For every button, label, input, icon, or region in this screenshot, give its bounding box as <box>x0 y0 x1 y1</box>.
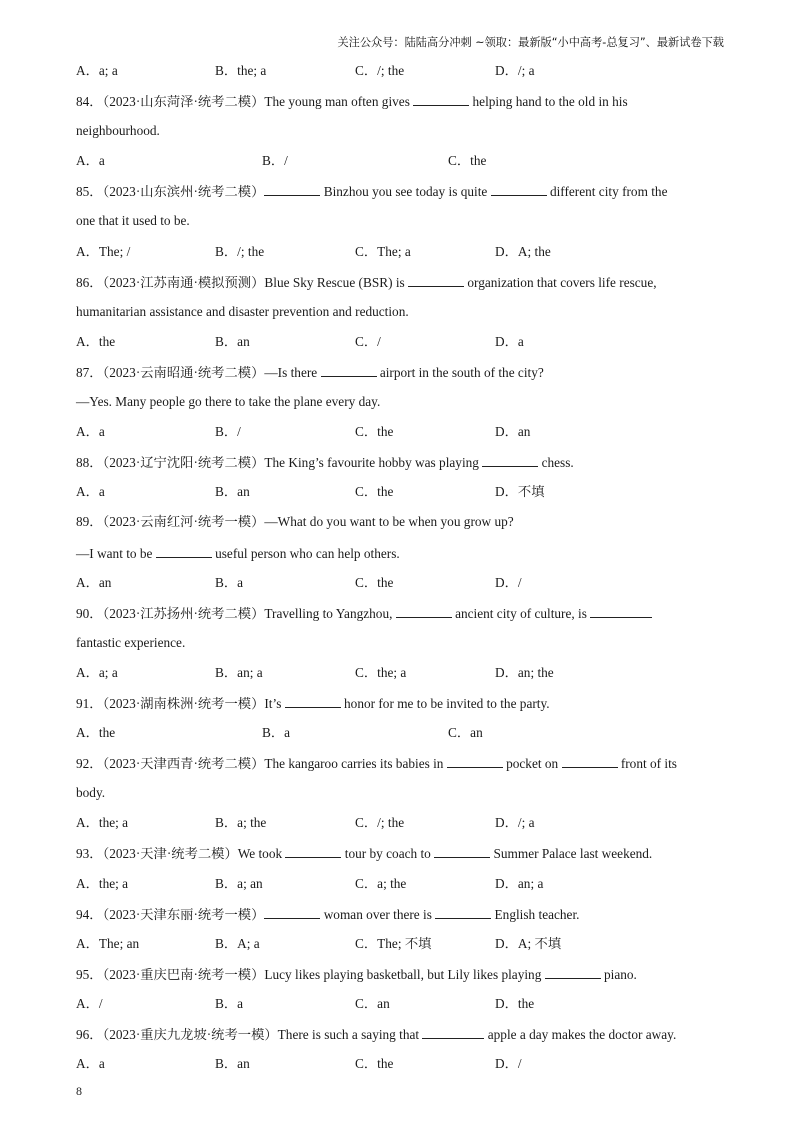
page-number: 8 <box>76 1084 82 1098</box>
option-c[interactable]: C．the <box>448 153 487 169</box>
option-d[interactable]: D．/ <box>495 1056 522 1072</box>
question-continuation: humanitarian assistance and disaster prevention and reduction. <box>76 303 409 319</box>
option-b[interactable]: B．a <box>215 574 244 590</box>
question-text: Summer Palace last weekend. <box>490 846 653 862</box>
question-92 <box>76 755 726 785</box>
option-b[interactable]: B．a; an <box>215 875 263 891</box>
option-b[interactable]: B．/; the <box>215 243 265 259</box>
question-number: 96． <box>76 1027 103 1042</box>
answer-blank[interactable] <box>396 605 452 618</box>
question-source: （2023·天津西青·统考二模） <box>102 756 265 772</box>
question-text: It’s <box>264 695 285 711</box>
option-a[interactable]: A．the; a <box>76 815 129 831</box>
options-row <box>76 334 726 364</box>
question-text: The kangaroo carries its babies in <box>264 756 447 772</box>
question-text: front of its <box>617 756 677 772</box>
options-row <box>76 63 726 93</box>
question-source: （2023·天津东丽·统考一模） <box>102 906 265 922</box>
question-93 <box>76 845 726 875</box>
question-text: We took <box>237 846 286 862</box>
answer-blank[interactable] <box>285 845 341 858</box>
question-source: （2023·山东菏泽·统考二模） <box>102 94 265 110</box>
question-source: （2023·天津·统考二模） <box>102 846 238 862</box>
options-row <box>76 876 726 906</box>
answer-blank[interactable] <box>422 1026 484 1039</box>
question-text: Binzhou you see today is quite <box>320 184 491 200</box>
option-c[interactable]: C．the <box>355 484 394 500</box>
options-row <box>76 244 726 274</box>
answer-blank[interactable] <box>408 274 464 287</box>
options-row <box>76 153 726 183</box>
option-a[interactable]: A．the <box>76 725 116 741</box>
question-text: tour by coach to <box>341 846 435 862</box>
question-text: ancient city of culture, is <box>451 605 591 621</box>
question-text: Blue Sky Rescue (BSR) is <box>264 274 409 290</box>
question-source: （2023·云南红河·统考一模） <box>102 514 265 530</box>
option-d[interactable]: D．A; 不填 <box>495 935 562 951</box>
question-number: 84． <box>76 94 103 110</box>
option-c[interactable]: C．the <box>355 574 394 590</box>
question-text: pocket on <box>502 756 562 772</box>
question-list <box>76 63 726 1086</box>
option-c[interactable]: C．an <box>355 995 390 1011</box>
option-d[interactable]: D．不填 <box>495 484 545 500</box>
question-number: 92． <box>76 756 103 772</box>
option-b[interactable]: B．a <box>215 995 244 1011</box>
option-b[interactable]: B．A; a <box>215 935 260 951</box>
question-source: （2023·辽宁沈阳·统考二模） <box>102 455 265 471</box>
option-b[interactable]: B．/ <box>262 153 288 169</box>
option-a[interactable]: A．a; a <box>76 664 118 680</box>
options-row <box>76 1056 726 1086</box>
options-row <box>76 424 726 454</box>
question-text: —What do you want to be when you grow up? <box>264 514 514 530</box>
question-94 <box>76 906 726 936</box>
question-text: useful person who can help others. <box>211 545 400 561</box>
option-d[interactable]: D．an; the <box>495 664 554 680</box>
answer-blank[interactable] <box>562 755 618 768</box>
option-c[interactable]: C．/; the <box>355 63 405 78</box>
question-text: English teacher. <box>491 906 580 922</box>
question-95 <box>76 966 726 996</box>
question-continuation <box>76 545 726 575</box>
question-84 <box>76 93 726 123</box>
question-text: airport in the south of the city? <box>376 364 544 380</box>
question-continuation: fantastic experience. <box>76 634 186 650</box>
option-a[interactable]: A．a <box>76 484 105 500</box>
question-91 <box>76 695 726 725</box>
option-b[interactable]: B．an <box>215 484 250 500</box>
option-a[interactable]: A．the; a <box>76 875 129 891</box>
option-c[interactable]: C．the <box>355 424 394 440</box>
question-source: （2023·山东滨州·统考二模） <box>102 184 265 200</box>
option-c[interactable]: C．an <box>448 725 483 741</box>
question-88 <box>76 454 726 484</box>
option-c[interactable]: C．The; 不填 <box>355 935 432 951</box>
answer-blank[interactable] <box>413 93 469 106</box>
options-row <box>76 665 726 695</box>
options-row <box>76 996 726 1026</box>
options-row <box>76 815 726 845</box>
question-text: There is such a saying that <box>277 1027 423 1042</box>
option-a[interactable]: A．The; / <box>76 243 131 259</box>
question-number: 87． <box>76 364 103 380</box>
question-number: 94． <box>76 906 103 922</box>
option-d[interactable]: D．an <box>495 424 531 440</box>
question-text: woman over there is <box>320 906 436 922</box>
option-b[interactable]: B．an <box>215 1056 250 1072</box>
question-text: —Is there <box>264 364 321 380</box>
question-text: The young man often gives <box>264 94 414 110</box>
option-b[interactable]: B．a; the <box>215 815 267 831</box>
answer-blank[interactable] <box>491 183 547 196</box>
question-number: 88． <box>76 455 103 471</box>
answer-blank[interactable] <box>321 364 377 377</box>
question-continuation: one that it used to be. <box>76 213 190 229</box>
question-number: 89． <box>76 514 103 530</box>
option-c[interactable]: C．/; the <box>355 815 405 831</box>
option-d[interactable]: D．an; a <box>495 875 544 891</box>
option-a[interactable]: A．a; a <box>76 63 118 78</box>
option-a[interactable]: A．the <box>76 333 116 349</box>
question-text: different city from the <box>546 184 668 200</box>
options-row <box>76 725 726 755</box>
answer-blank[interactable] <box>482 454 538 467</box>
question-text: chess. <box>538 455 574 471</box>
question-96 <box>76 1026 726 1056</box>
question-89 <box>76 514 726 544</box>
option-d[interactable]: D．a <box>495 333 524 349</box>
question-text: Lucy likes playing basketball, but Lily likes playing <box>264 966 545 982</box>
question-text: The King’s favourite hobby was playing <box>264 455 483 471</box>
option-b[interactable]: B．a <box>262 725 291 741</box>
option-a[interactable]: A．a <box>76 1056 105 1072</box>
answer-blank[interactable] <box>590 605 652 618</box>
answer-blank[interactable] <box>435 906 491 919</box>
question-85 <box>76 183 726 213</box>
option-a[interactable]: A．a <box>76 424 105 440</box>
option-d[interactable]: D．/; a <box>495 815 535 831</box>
question-text: apple a day makes the doctor away. <box>484 1027 677 1042</box>
question-source: （2023·湖南株洲·统考一模） <box>102 695 265 711</box>
question-text: piano. <box>600 966 637 982</box>
options-row <box>76 484 726 514</box>
option-b[interactable]: B．the; a <box>215 63 267 78</box>
option-a[interactable]: A．/ <box>76 995 103 1011</box>
option-c[interactable]: C．/ <box>355 333 381 349</box>
question-number: 95． <box>76 966 103 982</box>
question-text: honor for me to be invited to the party. <box>340 695 550 711</box>
option-d[interactable]: D．the <box>495 995 535 1011</box>
question-87 <box>76 364 726 394</box>
question-source: （2023·云南昭通·统考二模） <box>102 364 265 380</box>
question-number: 85． <box>76 184 103 200</box>
option-b[interactable]: B．an <box>215 333 250 349</box>
option-c[interactable]: C．the; a <box>355 664 407 680</box>
answer-blank[interactable] <box>447 755 503 768</box>
option-a[interactable]: A．The; an <box>76 935 140 951</box>
question-source: （2023·江苏扬州·统考二模） <box>102 605 265 621</box>
question-continuation: neighbourhood. <box>76 123 160 139</box>
options-row <box>76 936 726 966</box>
question-text: helping hand to the old in his <box>469 94 628 110</box>
question-source: （2023·江苏南通·模拟预测） <box>102 274 265 290</box>
answer-blank[interactable] <box>434 845 490 858</box>
question-text: —I want to be <box>76 545 156 561</box>
answer-blank[interactable] <box>545 966 601 979</box>
answer-blank[interactable] <box>264 906 320 919</box>
option-a[interactable]: A．an <box>76 574 112 590</box>
question-90 <box>76 605 726 635</box>
question-number: 90． <box>76 605 103 621</box>
answer-blank[interactable] <box>264 183 320 196</box>
answer-blank[interactable] <box>156 545 212 558</box>
option-c[interactable]: C．The; a <box>355 243 411 259</box>
question-source: （2023·重庆巴南·统考一模） <box>102 966 265 982</box>
option-d[interactable]: D．/; a <box>495 63 535 78</box>
question-number: 93． <box>76 846 103 862</box>
option-d[interactable]: D．A; the <box>495 243 551 259</box>
option-b[interactable]: B．/ <box>215 424 241 440</box>
question-text: organization that covers life rescue, <box>464 274 657 290</box>
question-number: 86． <box>76 274 103 290</box>
option-c[interactable]: C．a; the <box>355 875 407 891</box>
question-86 <box>76 274 726 304</box>
option-b[interactable]: B．an; a <box>215 664 263 680</box>
question-continuation: —Yes. Many people go there to take the plane every day. <box>76 394 381 410</box>
option-a[interactable]: A．a <box>76 153 105 169</box>
options-row <box>76 575 726 605</box>
question-text: Travelling to Yangzhou, <box>264 605 396 621</box>
question-number: 91． <box>76 695 103 711</box>
answer-blank[interactable] <box>285 695 341 708</box>
question-source: （2023·重庆九龙坡·统考一模） <box>102 1027 278 1042</box>
option-d[interactable]: D．/ <box>495 574 522 590</box>
option-c[interactable]: C．the <box>355 1056 394 1072</box>
page-header: 关注公众号：陆陆高分冲刺 ~领取：最新版“小中高考-总复习”、最新试卷下载 <box>337 36 724 49</box>
question-continuation: body. <box>76 785 106 801</box>
